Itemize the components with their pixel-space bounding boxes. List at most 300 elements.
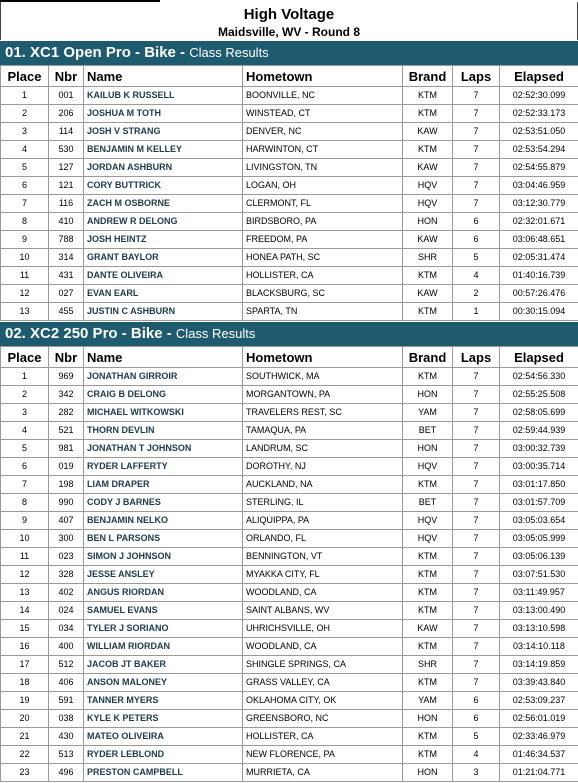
cell-laps: 7 xyxy=(453,368,500,386)
cell-hometown: SOUTHWICK, MA xyxy=(243,368,403,386)
cell-brand: KTM xyxy=(403,728,453,746)
cell-laps: 7 xyxy=(453,159,500,177)
cell-hometown: DENVER, NC xyxy=(243,123,403,141)
cell-place: 11 xyxy=(1,548,49,566)
cell-laps: 7 xyxy=(453,458,500,476)
results-table xyxy=(0,65,578,321)
cell-nbr: 431 xyxy=(49,267,84,285)
cell-hometown: NEW FLORENCE, PA xyxy=(243,746,403,764)
cell-place: 11 xyxy=(1,267,49,285)
cell-place: 13 xyxy=(1,303,49,321)
table-row xyxy=(1,458,578,476)
cell-brand: KTM xyxy=(403,87,453,105)
table-row xyxy=(1,710,578,728)
cell-hometown: CLERMONT, FL xyxy=(243,195,403,213)
cell-brand: HON xyxy=(403,764,453,782)
event-subtitle: Maidsville, WV - Round 8 xyxy=(217,25,360,39)
cell-nbr: 116 xyxy=(49,195,84,213)
cell-name: THORN DEVLIN xyxy=(84,422,243,440)
cell-elapsed: 02:53:54.294 xyxy=(500,141,578,159)
cell-nbr: 406 xyxy=(49,674,84,692)
cell-hometown: AUCKLAND, NA xyxy=(243,476,403,494)
table-row xyxy=(1,674,578,692)
cell-brand: KTM xyxy=(403,105,453,123)
cell-elapsed: 03:00:35.714 xyxy=(500,458,578,476)
table-row xyxy=(1,638,578,656)
cell-name: JUSTIN C ASHBURN xyxy=(84,303,243,321)
cell-laps: 6 xyxy=(453,213,500,231)
cell-place: 7 xyxy=(1,195,49,213)
cell-name: CRAIG B DELONG xyxy=(84,386,243,404)
cell-elapsed: 00:30:15.094 xyxy=(500,303,578,321)
cell-name: CORY BUTTRICK xyxy=(84,177,243,195)
cell-hometown: BLACKSBURG, SC xyxy=(243,285,403,303)
cell-brand: HQV xyxy=(403,530,453,548)
cell-place: 19 xyxy=(1,692,49,710)
cell-laps: 7 xyxy=(453,584,500,602)
cell-name: JOSH HEINTZ xyxy=(84,231,243,249)
cell-name: RYDER LAFFERTY xyxy=(84,458,243,476)
cell-hometown: MYAKKA CITY, FL xyxy=(243,566,403,584)
cell-name: WILLIAM RIORDAN xyxy=(84,638,243,656)
cell-place: 23 xyxy=(1,764,49,782)
cell-place: 4 xyxy=(1,422,49,440)
cell-nbr: 788 xyxy=(49,231,84,249)
column-header-brand: Brand xyxy=(403,347,453,368)
cell-brand: KAW xyxy=(403,159,453,177)
table-row xyxy=(1,692,578,710)
cell-place: 8 xyxy=(1,494,49,512)
cell-hometown: ALIQUIPPA, PA xyxy=(243,512,403,530)
cell-name: MICHAEL WITKOWSKI xyxy=(84,404,243,422)
class-subtitle: Class Results xyxy=(175,326,256,341)
cell-laps: 6 xyxy=(453,710,500,728)
cell-place: 3 xyxy=(1,404,49,422)
table-row xyxy=(1,195,578,213)
cell-laps: 7 xyxy=(453,422,500,440)
table-row xyxy=(1,249,578,267)
cell-place: 15 xyxy=(1,620,49,638)
cell-nbr: 038 xyxy=(49,710,84,728)
cell-nbr: 114 xyxy=(49,123,84,141)
cell-hometown: ORLANDO, FL xyxy=(243,530,403,548)
cell-nbr: 198 xyxy=(49,476,84,494)
cell-laps: 7 xyxy=(453,87,500,105)
class-banner xyxy=(0,322,578,346)
table-row xyxy=(1,494,578,512)
table-row xyxy=(1,87,578,105)
cell-elapsed: 03:13:10.598 xyxy=(500,620,578,638)
cell-laps: 5 xyxy=(453,249,500,267)
cell-place: 5 xyxy=(1,159,49,177)
table-row xyxy=(1,404,578,422)
cell-place: 22 xyxy=(1,746,49,764)
cell-nbr: 001 xyxy=(49,87,84,105)
cell-name: TYLER J SORIANO xyxy=(84,620,243,638)
cell-elapsed: 02:54:56.330 xyxy=(500,368,578,386)
cell-elapsed: 01:46:34.537 xyxy=(500,746,578,764)
cell-hometown: HOLLISTER, CA xyxy=(243,728,403,746)
cell-elapsed: 03:11:49.957 xyxy=(500,584,578,602)
cell-hometown: SHINGLE SPRINGS, CA xyxy=(243,656,403,674)
column-header-laps: Laps xyxy=(453,66,500,87)
column-header-hometown: Hometown xyxy=(243,66,403,87)
cell-elapsed: 03:07:51.530 xyxy=(500,566,578,584)
cell-hometown: SAINT ALBANS, WV xyxy=(243,602,403,620)
cell-laps: 7 xyxy=(453,638,500,656)
cell-elapsed: 02:53:09.237 xyxy=(500,692,578,710)
cell-laps: 4 xyxy=(453,267,500,285)
cell-hometown: LANDRUM, SC xyxy=(243,440,403,458)
cell-name: TANNER MYERS xyxy=(84,692,243,710)
cell-brand: KTM xyxy=(403,476,453,494)
cell-laps: 7 xyxy=(453,530,500,548)
table-row xyxy=(1,476,578,494)
cell-brand: KAW xyxy=(403,123,453,141)
cell-hometown: WOODLAND, CA xyxy=(243,638,403,656)
cell-brand: YAM xyxy=(403,692,453,710)
cell-brand: KTM xyxy=(403,746,453,764)
cell-name: BENJAMIN M KELLEY xyxy=(84,141,243,159)
cell-brand: KTM xyxy=(403,602,453,620)
table-row xyxy=(1,548,578,566)
cell-place: 6 xyxy=(1,177,49,195)
cell-brand: HQV xyxy=(403,512,453,530)
event-header xyxy=(0,2,578,40)
cell-place: 13 xyxy=(1,584,49,602)
cell-hometown: BENNINGTON, VT xyxy=(243,548,403,566)
cell-name: RYDER LEBLOND xyxy=(84,746,243,764)
cell-place: 9 xyxy=(1,231,49,249)
column-header-place: Place xyxy=(1,347,49,368)
cell-elapsed: 03:05:05.999 xyxy=(500,530,578,548)
cell-laps: 6 xyxy=(453,692,500,710)
cell-laps: 7 xyxy=(453,620,500,638)
cell-elapsed: 03:14:10.118 xyxy=(500,638,578,656)
class-section-xc2 xyxy=(0,322,578,782)
cell-brand: HQV xyxy=(403,195,453,213)
cell-nbr: 024 xyxy=(49,602,84,620)
cell-laps: 7 xyxy=(453,440,500,458)
cell-place: 17 xyxy=(1,656,49,674)
cell-laps: 7 xyxy=(453,566,500,584)
cell-brand: BET xyxy=(403,494,453,512)
column-header-nbr: Nbr xyxy=(49,347,84,368)
cell-nbr: 127 xyxy=(49,159,84,177)
cell-nbr: 402 xyxy=(49,584,84,602)
cell-laps: 7 xyxy=(453,177,500,195)
cell-brand: YAM xyxy=(403,404,453,422)
cell-laps: 6 xyxy=(453,231,500,249)
cell-elapsed: 01:21:04.771 xyxy=(500,764,578,782)
column-header-nbr: Nbr xyxy=(49,66,84,87)
cell-laps: 7 xyxy=(453,195,500,213)
cell-laps: 7 xyxy=(453,404,500,422)
cell-laps: 7 xyxy=(453,674,500,692)
cell-elapsed: 02:59:44.939 xyxy=(500,422,578,440)
cell-elapsed: 03:13:00.490 xyxy=(500,602,578,620)
cell-elapsed: 02:53:51.050 xyxy=(500,123,578,141)
cell-name: CODY J BARNES xyxy=(84,494,243,512)
cell-name: JONATHAN T JOHNSON xyxy=(84,440,243,458)
column-header-name: Name xyxy=(84,66,243,87)
cell-laps: 7 xyxy=(453,548,500,566)
cell-elapsed: 02:55:25.508 xyxy=(500,386,578,404)
cell-nbr: 990 xyxy=(49,494,84,512)
cell-name: BENJAMIN NELKO xyxy=(84,512,243,530)
table-row xyxy=(1,746,578,764)
cell-nbr: 282 xyxy=(49,404,84,422)
cell-elapsed: 03:06:48.651 xyxy=(500,231,578,249)
column-header-brand: Brand xyxy=(403,66,453,87)
cell-elapsed: 02:32:01.671 xyxy=(500,213,578,231)
cell-hometown: HONEA PATH, SC xyxy=(243,249,403,267)
table-row xyxy=(1,123,578,141)
cell-brand: KTM xyxy=(403,303,453,321)
cell-brand: KTM xyxy=(403,548,453,566)
cell-name: JACOB JT BAKER xyxy=(84,656,243,674)
cell-elapsed: 02:54:55.879 xyxy=(500,159,578,177)
cell-elapsed: 03:05:03.654 xyxy=(500,512,578,530)
table-row xyxy=(1,602,578,620)
cell-hometown: OKLAHOMA CITY, OK xyxy=(243,692,403,710)
table-row xyxy=(1,368,578,386)
cell-name: SAMUEL EVANS xyxy=(84,602,243,620)
cell-nbr: 455 xyxy=(49,303,84,321)
cell-brand: BET xyxy=(403,422,453,440)
column-header-laps: Laps xyxy=(453,347,500,368)
column-header-elapsed: Elapsed xyxy=(500,66,578,87)
table-row xyxy=(1,105,578,123)
table-row xyxy=(1,656,578,674)
cell-place: 8 xyxy=(1,213,49,231)
cell-laps: 7 xyxy=(453,123,500,141)
cell-elapsed: 00:57:26.476 xyxy=(500,285,578,303)
cell-nbr: 513 xyxy=(49,746,84,764)
cell-hometown: MURRIETA, CA xyxy=(243,764,403,782)
table-row xyxy=(1,530,578,548)
cell-laps: 1 xyxy=(453,303,500,321)
cell-place: 1 xyxy=(1,87,49,105)
cell-nbr: 400 xyxy=(49,638,84,656)
cell-brand: KTM xyxy=(403,566,453,584)
cell-name: ZACH M OSBORNE xyxy=(84,195,243,213)
cell-nbr: 314 xyxy=(49,249,84,267)
cell-elapsed: 03:14:19.859 xyxy=(500,656,578,674)
cell-elapsed: 02:05:31.474 xyxy=(500,249,578,267)
cell-elapsed: 01:40:16.739 xyxy=(500,267,578,285)
table-row xyxy=(1,764,578,782)
cell-hometown: LOGAN, OH xyxy=(243,177,403,195)
cell-laps: 7 xyxy=(453,494,500,512)
cell-nbr: 496 xyxy=(49,764,84,782)
cell-name: BEN L PARSONS xyxy=(84,530,243,548)
cell-brand: SHR xyxy=(403,249,453,267)
class-title: 01. XC1 Open Pro - Bike - xyxy=(5,44,190,61)
table-row xyxy=(1,231,578,249)
table-row xyxy=(1,141,578,159)
cell-brand: KTM xyxy=(403,368,453,386)
cell-place: 16 xyxy=(1,638,49,656)
cell-nbr: 328 xyxy=(49,566,84,584)
cell-elapsed: 03:12:30.779 xyxy=(500,195,578,213)
cell-brand: HON xyxy=(403,440,453,458)
table-row xyxy=(1,584,578,602)
cell-elapsed: 03:05:06.139 xyxy=(500,548,578,566)
cell-brand: HON xyxy=(403,386,453,404)
cell-brand: KAW xyxy=(403,620,453,638)
cell-hometown: BOONVILLE, NC xyxy=(243,87,403,105)
table-row xyxy=(1,620,578,638)
cell-place: 12 xyxy=(1,285,49,303)
cell-laps: 2 xyxy=(453,285,500,303)
table-row xyxy=(1,512,578,530)
cell-place: 5 xyxy=(1,440,49,458)
cell-laps: 4 xyxy=(453,746,500,764)
table-row xyxy=(1,728,578,746)
cell-place: 12 xyxy=(1,566,49,584)
class-title: 02. XC2 250 Pro - Bike - xyxy=(5,325,176,342)
cell-name: ANSON MALONEY xyxy=(84,674,243,692)
cell-place: 3 xyxy=(1,123,49,141)
table-row xyxy=(1,303,578,321)
cell-nbr: 410 xyxy=(49,213,84,231)
cell-elapsed: 03:01:17.850 xyxy=(500,476,578,494)
cell-nbr: 407 xyxy=(49,512,84,530)
cell-nbr: 034 xyxy=(49,620,84,638)
cell-nbr: 121 xyxy=(49,177,84,195)
cell-name: JORDAN ASHBURN xyxy=(84,159,243,177)
cell-hometown: STERLING, IL xyxy=(243,494,403,512)
cell-place: 1 xyxy=(1,368,49,386)
column-header-name: Name xyxy=(84,347,243,368)
cell-hometown: HOLLISTER, CA xyxy=(243,267,403,285)
cell-name: DANTE OLIVEIRA xyxy=(84,267,243,285)
table-row xyxy=(1,440,578,458)
cell-nbr: 206 xyxy=(49,105,84,123)
cell-elapsed: 03:39:43.840 xyxy=(500,674,578,692)
cell-nbr: 512 xyxy=(49,656,84,674)
cell-name: PRESTON CAMPBELL xyxy=(84,764,243,782)
cell-elapsed: 02:52:30.099 xyxy=(500,87,578,105)
cell-name: LIAM DRAPER xyxy=(84,476,243,494)
cell-name: KAILUB K RUSSELL xyxy=(84,87,243,105)
cell-nbr: 430 xyxy=(49,728,84,746)
cell-hometown: DOROTHY, NJ xyxy=(243,458,403,476)
cell-place: 9 xyxy=(1,512,49,530)
cell-laps: 7 xyxy=(453,602,500,620)
cell-brand: KTM xyxy=(403,141,453,159)
cell-nbr: 019 xyxy=(49,458,84,476)
cell-hometown: BIRDSBORO, PA xyxy=(243,213,403,231)
class-section-xc1 xyxy=(0,41,578,321)
cell-brand: HON xyxy=(403,213,453,231)
cell-brand: HON xyxy=(403,710,453,728)
cell-place: 21 xyxy=(1,728,49,746)
table-row xyxy=(1,422,578,440)
cell-name: JOSHUA M TOTH xyxy=(84,105,243,123)
table-header-row xyxy=(1,347,578,368)
cell-name: ANDREW R DELONG xyxy=(84,213,243,231)
cell-place: 6 xyxy=(1,458,49,476)
cell-hometown: SPARTA, TN xyxy=(243,303,403,321)
cell-elapsed: 02:33:46.979 xyxy=(500,728,578,746)
cell-hometown: GREENSBORO, NC xyxy=(243,710,403,728)
column-header-place: Place xyxy=(1,66,49,87)
cell-elapsed: 03:04:46.959 xyxy=(500,177,578,195)
cell-hometown: WOODLAND, CA xyxy=(243,584,403,602)
cell-hometown: UHRICHSVILLE, OH xyxy=(243,620,403,638)
cell-hometown: MORGANTOWN, PA xyxy=(243,386,403,404)
cell-nbr: 342 xyxy=(49,386,84,404)
cell-hometown: GRASS VALLEY, CA xyxy=(243,674,403,692)
cell-place: 2 xyxy=(1,105,49,123)
cell-laps: 7 xyxy=(453,386,500,404)
cell-laps: 7 xyxy=(453,512,500,530)
cell-laps: 3 xyxy=(453,764,500,782)
cell-place: 2 xyxy=(1,386,49,404)
event-title: High Voltage xyxy=(243,6,335,23)
cell-hometown: TAMAQUA, PA xyxy=(243,422,403,440)
cell-nbr: 300 xyxy=(49,530,84,548)
cell-brand: HQV xyxy=(403,177,453,195)
cell-hometown: WINSTEAD, CT xyxy=(243,105,403,123)
cell-name: GRANT BAYLOR xyxy=(84,249,243,267)
cell-elapsed: 02:58:05.699 xyxy=(500,404,578,422)
cell-elapsed: 02:56:01.019 xyxy=(500,710,578,728)
cell-laps: 7 xyxy=(453,105,500,123)
cell-brand: HQV xyxy=(403,458,453,476)
cell-name: KYLE K PETERS xyxy=(84,710,243,728)
cell-brand: KTM xyxy=(403,674,453,692)
cell-nbr: 591 xyxy=(49,692,84,710)
cell-elapsed: 03:01:57.709 xyxy=(500,494,578,512)
cell-place: 4 xyxy=(1,141,49,159)
table-row xyxy=(1,159,578,177)
cell-name: ANGUS RIORDAN xyxy=(84,584,243,602)
cell-brand: KTM xyxy=(403,638,453,656)
cell-place: 20 xyxy=(1,710,49,728)
cell-elapsed: 03:00:32.739 xyxy=(500,440,578,458)
column-header-elapsed: Elapsed xyxy=(500,347,578,368)
cell-place: 10 xyxy=(1,249,49,267)
table-row xyxy=(1,285,578,303)
results-table xyxy=(0,346,578,782)
cell-hometown: HARWINTON, CT xyxy=(243,141,403,159)
cell-hometown: TRAVELERS REST, SC xyxy=(243,404,403,422)
cell-place: 14 xyxy=(1,602,49,620)
column-header-hometown: Hometown xyxy=(243,347,403,368)
cell-nbr: 521 xyxy=(49,422,84,440)
cell-place: 18 xyxy=(1,674,49,692)
cell-laps: 7 xyxy=(453,476,500,494)
cell-name: JESSE ANSLEY xyxy=(84,566,243,584)
class-subtitle: Class Results xyxy=(189,45,269,60)
cell-brand: KAW xyxy=(403,285,453,303)
cell-nbr: 027 xyxy=(49,285,84,303)
cell-nbr: 981 xyxy=(49,440,84,458)
cell-elapsed: 02:52:33.173 xyxy=(500,105,578,123)
table-row xyxy=(1,177,578,195)
cell-nbr: 969 xyxy=(49,368,84,386)
class-banner xyxy=(0,41,578,65)
cell-brand: SHR xyxy=(403,656,453,674)
cell-nbr: 023 xyxy=(49,548,84,566)
cell-name: JONATHAN GIRROIR xyxy=(84,368,243,386)
cell-laps: 5 xyxy=(453,728,500,746)
table-row xyxy=(1,267,578,285)
cell-hometown: LIVINGSTON, TN xyxy=(243,159,403,177)
